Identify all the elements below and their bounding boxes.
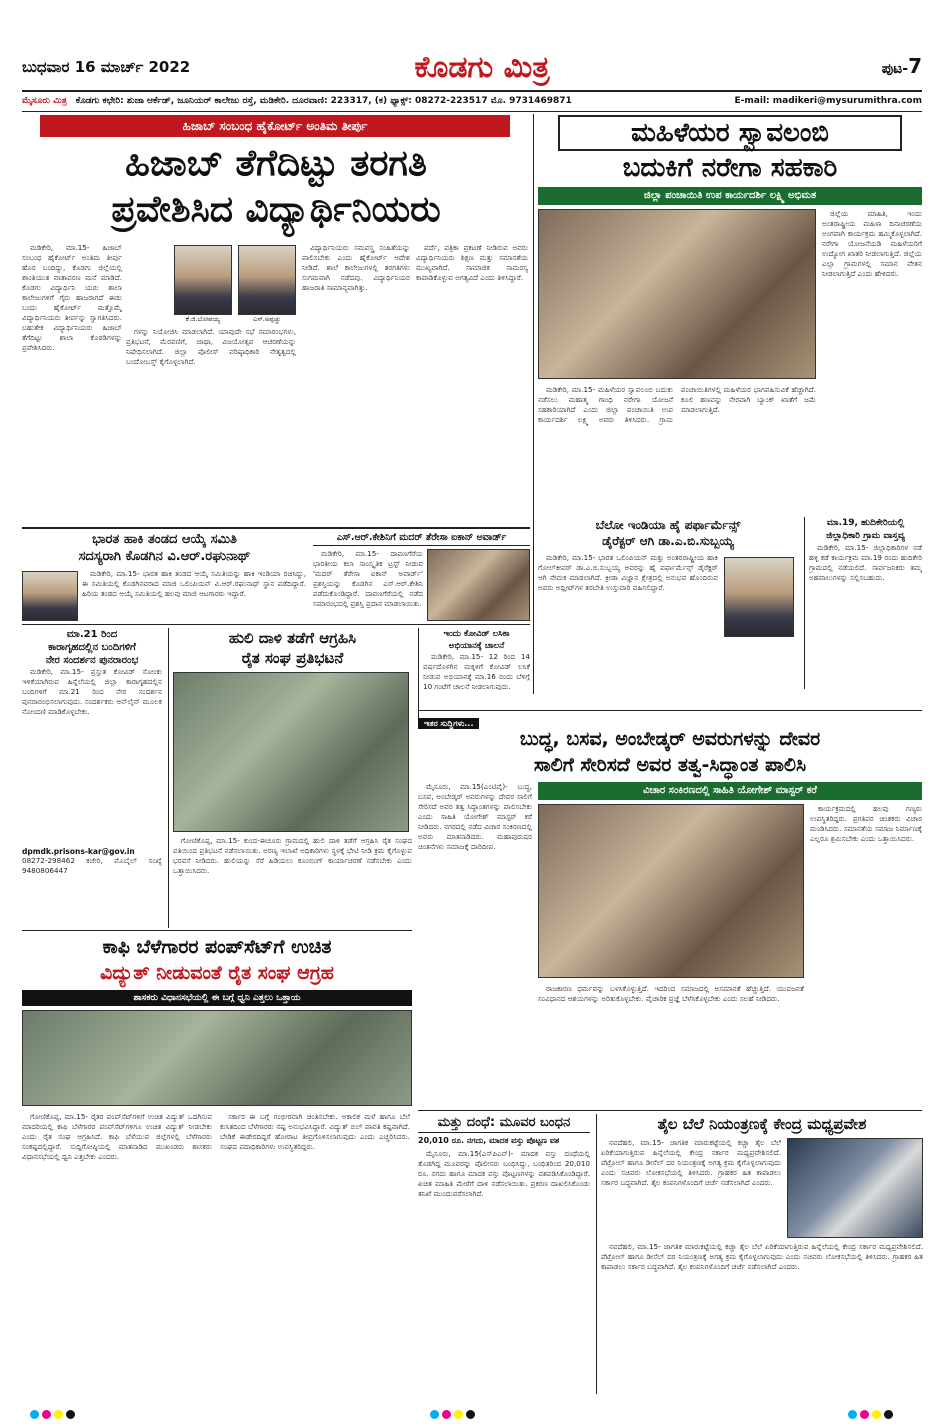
color-registration-right xyxy=(848,1404,896,1423)
buddha-story xyxy=(418,726,922,1106)
page-prefix: ಪುಟ- xyxy=(881,61,909,77)
jail-contact: 08272-298462 ಕಚೇರಿ, ಮೊಬೈಲ್ ಸಂಖ್ಯೆ 9480806447 xyxy=(22,856,162,875)
hockey-headline-1: ಭಾರತ ಹಾಕಿ ತಂಡದ ಆಯ್ಕೆ ಸಮಿತಿ xyxy=(92,532,237,547)
buddha-col-3 xyxy=(810,804,922,1104)
subbaiah-photo xyxy=(724,557,794,637)
oil-body-text-2: ನವದೆಹಲಿ, ಮಾ.15- ಜಾಗತಿಕ ಮಾರುಕಟ್ಟೆಯಲ್ಲಿ ಕಚ್ಚಾ ತೈಲ ಬೆಲೆ ಏರಿಕೆಯಾಗುತ್ತಿರುವ ಹಿನ್ನೆಲೆಯಲ್ಲಿ ಕೇಂದ್ರ ಸರ್ಕಾರ ಮಧ್ಯಪ್ರವೇಶಿಸಲಿದೆ. ಪೆಟ್ರೋಲ್ ಹಾಗೂ ಡೀಸೆಲ್ ದರ ನಿಯಂತ್ರಣಕ್ಕೆ ಅಗತ್ಯ ಕ್ರಮ ಕೈಗೊಳ್ಳಲಾಗುವುದು ಎಂದು ಸಚಿವರು ಲೋಕಸಭೆಯಲ್ಲಿ ತಿಳಿಸಿದರು. ಗ್ರಾಹಕರ ಹಿತ ಕಾಪಾಡಲು ಸರ್ಕಾರ ಬದ್ಧವಾಗಿದೆ. ತೈಲ ಕಂಪನಿಗಳೊಂದಿಗೆ ಚರ್ಚೆ ನಡೆಸಲಾಗಿದೆ ಎಂದರು. xyxy=(601,1242,923,1271)
masthead-rule xyxy=(22,90,922,92)
pumpset-photo xyxy=(22,1010,412,1106)
subbaiah-headline-1: ಬೆಲೋ ಇಂಡಿಯಾ ಹೈ ಪರ್ಫಾರ್ಮೆನ್ಸ್ xyxy=(595,518,741,532)
fuel-nozzle-photo xyxy=(787,1138,923,1238)
hijab-story xyxy=(22,115,530,523)
tiger-body xyxy=(173,836,412,932)
tiger-headline-1: ಹುಲಿ ದಾಳಿ ತಡೆಗೆ ಆಗ್ರಹಿಸಿ xyxy=(228,629,357,647)
tiger-body-text: ಗೋಣಿಕೊಪ್ಪ, ಮಾ.15- ಕುಂದ-ಈಚೂರು ಗ್ರಾಮದಲ್ಲಿ ಹುಲಿ ದಾಳಿ ತಡೆಗೆ ಆಗ್ರಹಿಸಿ ರೈತ ಸಂಘದ ವತಿಯಿಂದ ಪ್ರತಿಭಟನೆ ನಡೆಸಲಾಯಿತು. ಅರಣ್ಯ ಇಲಾಖೆ ಅಧಿಕಾರಿಗಳು ಸ್ಥಳಕ್ಕೆ ಭೇಟಿ ನೀಡಿ ಕ್ರಮ ಕೈಗೊಳ್ಳುವ ಭರವಸೆ ನೀಡಿದರು. ಹುಲಿಯನ್ನು ಸೆರೆ ಹಿಡಿಯಲು ಕೂಂಬಿಂಗ್ ಕಾರ್ಯಾಚರಣೆ ನಡೆಸಬೇಕು ಎಂದು ಒತ್ತಾಯಿಸಿದರು. xyxy=(173,836,412,875)
buddha-col-2 xyxy=(538,984,804,1104)
hijab-col-1-text: ಮಡಿಕೇರಿ, ಮಾ.15- ಹಿಜಾಬ್ ಸಂಬಂಧ ಹೈಕೋರ್ಟ್ ಅಂತಿಮ ತೀರ್ಪು ಹೊರ ಬಂದಿದ್ದು, ಕೊಡಗು ಜಿಲ್ಲೆಯಲ್ಲಿ ಶಾಂತಿಯುತ ವಾತಾವರಣ ಮನೆ ಮಾಡಿದೆ. ಕೊಡಗು ವಿದ್ಯಾರ್ಥಿನಿ ಯರು ಶಾಲಾ ಕಾಲೇಜುಗಳಿಗೆ ಗೈರು ಹಾಜರಾಗದೆ ಈಡು ಬಂದು ಹೈಕೋರ್ಟ್ ಮತ್ತೊಮ್ಮೆ ವಿದ್ಯಾರ್ಥಿನಿಯರು ತೀರ್ಪನ್ನು ಸ್ವಾಗತಿಸಿದರು. ಬಹುತೇಕ ವಿದ್ಯಾರ್ಥಿನಿಯರು ಹಿಜಾಬ್ ತೆಗೆದಿಟ್ಟು ಶಾಲಾ ಕೊಠಡಿಗಳನ್ನು ಪ್ರವೇಶಿಸಿದರು. xyxy=(22,243,122,352)
bopaiah-photo xyxy=(174,245,232,315)
tiger-headline-2: ರೈತ ಸಂಘ ಪ್ರತಿಭಟನೆ xyxy=(241,649,344,667)
hijab-headline-1: ಹಿಜಾಬ್ ತೆಗೆದಿಟ್ಟು ತರಗತಿ xyxy=(125,142,427,184)
subbaiah-story xyxy=(538,517,798,689)
hijab-headline-2: ಪ್ರವೇಶಿಸಿದ ವಿದ್ಯಾರ್ಥಿನಿಯರು xyxy=(111,188,441,230)
color-registration-center xyxy=(430,1404,478,1423)
jail-headline-3: ನೇರ ಸಂದರ್ಶನ ಪುನರಾರಂಭ xyxy=(45,655,139,666)
pumpset-col-2-text: ಸರ್ಕಾರ ಈ ಬಗ್ಗೆ ಗಂಭೀರವಾಗಿ ಚಿಂತಿಸಬೇಕು. ಅಕಾಲಿಕ ಮಳೆ ಹಾಗೂ ಬೆಲೆ ಕುಸಿತದಿಂದ ಬೆಳೆಗಾರರು ನಷ್ಟ ಅನುಭವಿಸಿದ್ದಾರೆ. ವಿದ್ಯುತ್ ಬಿಲ್ ಪಾವತಿ ಕಷ್ಟವಾಗಿದೆ. ಬೇಡಿಕೆ ಈಡೇರದಿದ್ದರೆ ಹೋರಾಟ ತೀವ್ರಗೊಳಿಸಲಾಗುವುದು ಎಂದು ಎಚ್ಚರಿಸಿದರು. ಸಂಘದ ಪದಾಧಿಕಾರಿಗಳು ಉಪಸ್ಥಿತರಿದ್ದರು. xyxy=(220,1112,410,1151)
jail-body-text: ಮಡಿಕೇರಿ, ಮಾ.15- ಪ್ರಸ್ತುತ ಕೋವಿಡ್ ಸೋಂಕು ಇಳಿಕೆಯಾಗಿರುವ ಹಿನ್ನೆಲೆಯಲ್ಲಿ ಜಿಲ್ಲಾ ಕಾರಾಗೃಹದಲ್ಲಿನ ಬಂದಿಗಳಿಗೆ ಮಾ.21 ರಿಂದ ನೇರ ಸಂದರ್ಶನ ಪುನರಾರಂಭಿಸಲಾಗುವುದು. ಸಂದರ್ಶಕರು ಆನ್‌ಲೈನ್ ಮೂಲಕ ನೋಂದಣಿ ಮಾಡಿಕೊಳ್ಳಬೇಕು. xyxy=(22,667,162,716)
women-side-col xyxy=(822,209,922,509)
covid-story xyxy=(418,628,530,718)
row3-rule xyxy=(22,624,530,625)
village-headline-1: ಮಾ.19, ಹುದಿಕೇರಿಯಲ್ಲಿ xyxy=(826,518,905,528)
pumpset-strap: ಶಾಸಕರು ವಿಧಾನಸಭೆಯಲ್ಲಿ ಈ ಬಗ್ಗೆ ಧ್ವನಿ ಎತ್ತಲು ಒತ್ತಾಯ xyxy=(22,990,412,1006)
subbaiah-body xyxy=(538,553,718,689)
color-registration-left xyxy=(30,1404,78,1423)
page-num: 7 xyxy=(908,54,922,78)
page-number xyxy=(882,54,922,78)
village-story xyxy=(804,517,922,689)
oil-body-bottom xyxy=(601,1242,923,1392)
jail-story xyxy=(22,628,162,924)
buddha-headline-1: ಬುದ್ಧ, ಬಸವ, ಅಂಬೇಡ್ಕರ್ ಅವರುಗಳನ್ನು ದೇವರ xyxy=(519,728,821,750)
appachu-photo xyxy=(238,245,296,315)
oil-body-top xyxy=(601,1138,781,1238)
bopaiah-caption: ಕೆ.ಜಿ.ಬೋಪಯ್ಯ xyxy=(174,315,232,324)
masthead xyxy=(22,50,922,92)
subbaiah-headline-2: ಡೈರೆಕ್ಟರ್ ಆಗಿ ಡಾ.ಎ.ಬಿ.ಸುಬ್ಬಯ್ಯ xyxy=(602,534,734,548)
women-headline-2: ಬದುಕಿಗೆ ನರೇಗಾ ಸಹಕಾರಿ xyxy=(622,153,838,183)
subbaiah-body-text: ಮಡಿಕೇರಿ, ಮಾ.15- ಭಾರತ ಒಲಿಂಪಿಯನ್ ಮತ್ತು ಅಂತರರಾಷ್ಟ್ರೀಯ ಹಾಕಿ ಗೋಲ್‌ಕೀಪರ್ ಡಾ.ಎ.ಬಿ.ಸುಬ್ಬಯ್ಯ ಅವರನ್ನು ಹೈ ಪರ್ಫಾರ್ಮೆನ್ಸ್ ಡೈರೆಕ್ಟರ್ ಆಗಿ ನೇಮಕ ಮಾಡಲಾಗಿದೆ. ಕ್ರೀಡಾ ವಿಜ್ಞಾನ ಕ್ಷೇತ್ರದಲ್ಲಿ ಅನುಭವ ಹೊಂದಿರುವ ಅವರು ಅಥ್ಲೀಟ್‌ಗಳ ತರಬೇತಿ ಉಸ್ತುವಾರಿ ವಹಿಸಲಿದ್ದಾರೆ. xyxy=(538,553,718,592)
hijab-col-2-text: ಗಳನ್ನು ನಿಯೋಜಿಸಿ ಮಾಡಲಾಗಿದೆ. ಯಾವುದೇ ಸಭೆ ಸಮಾರಂಭಗಳು, ಪ್ರತಿಭಟನೆ, ಮೆರವಣಿಗೆ, ಜಾಥಾ, ವಿಜಯೋತ್ಸವ ಆಚರಣೆಯನ್ನು ನಿಷೇಧಿಸಲಾಗಿದೆ. ಜಿಲ್ಲಾ ಪೊಲೀಸ್ ವರಿಷ್ಠಾಧಿಕಾರಿ ನೇತೃತ್ವದಲ್ಲಿ ಬಂದೋಬಸ್ತ್ ಕೈಗೊಳ್ಳಲಾಗಿದೆ. xyxy=(126,327,296,366)
covid-body xyxy=(423,652,530,714)
other-news-label xyxy=(418,710,922,728)
buddha-headline-2: ಸಾಲಿಗೆ ಸೇರಿಸದೆ ಅವರ ತತ್ವ-ಸಿದ್ಧಾಂತ ಪಾಲಿಸಿ xyxy=(533,754,807,776)
pumpset-rule xyxy=(22,930,412,931)
women-side-text: ಜಿಲ್ಲೆಯ ಮಾಹಿತಿ, ಇಂದು ಅಂತರಾಷ್ಟ್ರೀಯ ಮಹಿಳಾ ದಿನಾಚರಣೆಯ ಅಂಗವಾಗಿ ಕಾರ್ಯಕ್ರಮ ಹಮ್ಮಿಕೊಳ್ಳಲಾಗಿದೆ. ನರೇಗಾ ಯೋಜನೆಯಡಿ ಮಹಿಳೆಯರಿಗೆ ಉದ್ಯೋಗ ಖಾತರಿ ನೀಡಲಾಗುತ್ತಿದೆ. ಜಿಲ್ಲೆಯ ಎಲ್ಲಾ ಗ್ರಾಮಗಳಲ್ಲಿ ಸಮಾನ ವೇತನ ನೀಡಲಾಗುತ್ತಿದೆ ಎಂದು ಹೇಳಿದರು. xyxy=(822,209,922,278)
women-body-text: ಮಡಿಕೇರಿ, ಮಾ.15- ಮಹಿಳೆಯರ ಸ್ವಾವಲಂಬಿ ಬದುಕು ನಡೆಸಲು ಮಹಾತ್ಮ ಗಾಂಧಿ ನರೇಗಾ ಯೋಜನೆ ಸಹಕಾರಿಯಾಗಿದೆ ಎಂದು ಜಿಲ್ಲಾ ಪಂಚಾಯಿತಿ ಉಪ ಕಾರ್ಯದರ್ಶಿ ಲಕ್ಷ್ಮಿ ಅವರು ತಿಳಿಸಿದರು. ಗ್ರಾಮ ಪಂಚಾಯಿತಿಗಳಲ್ಲಿ ಮಹಿಳೆಯರ ಭಾಗವಹಿಸುವಿಕೆ ಹೆಚ್ಚಾಗಿದೆ. ಕೂಲಿ ಹಣವನ್ನು ನೇರವಾಗಿ ಬ್ಯಾಂಕ್ ಖಾತೆಗೆ ಜಮೆ ಮಾಡಲಾಗುತ್ತಿದೆ. xyxy=(538,385,816,424)
pumpset-col-2 xyxy=(220,1112,410,1392)
hockey-body-text: ಮಡಿಕೇರಿ, ಮಾ.15- ಭಾರತ ಹಾಕಿ ತಂಡದ ಆಯ್ಕೆ ಸಮಿತಿಯನ್ನು ಹಾಕಿ ಇಂಡಿಯಾ ರಚಿಸಿದ್ದು, ಈ ಸಮಿತಿಯಲ್ಲಿ ಕೊಡಗಿನವರಾದ ಮಾಜಿ ಒಲಿಂಪಿಯನ್ ವಿ.ಆರ್.ರಘುನಾಥ್ ಸ್ಥಾನ ಪಡೆದಿದ್ದಾರೆ. ಹಿರಿಯ ತಂಡದ ಆಯ್ಕೆ ಸಮಿತಿಯಲ್ಲಿ ಹಲವು ಮಾಜಿ ಆಟಗಾರರು ಇದ್ದಾರೆ. xyxy=(82,569,306,598)
women-story xyxy=(538,115,922,513)
pumpset-headline-1: ಕಾಫಿ ಬೆಳೆಗಾರರ ಪಂಪ್‌ಸೆಟ್‌ಗೆ ಉಚಿತ xyxy=(102,936,332,958)
women-headline-1: ಮಹಿಳೆಯರ ಸ್ವಾವಲಂಬಿ xyxy=(558,115,902,151)
hijab-col-3-text: ವಿದ್ಯಾರ್ಥಿನಿಯರು ಸಮವಸ್ತ್ರ ಸಂಹಿತೆಯನ್ನು ಪಾಲಿಸಬೇಕು ಎಂದು ಹೈಕೋರ್ಟ್ ಆದೇಶ ನೀಡಿದೆ. ಶಾಲೆ ಕಾಲೇಜುಗಳಲ್ಲಿ ತರಗತಿಗಳು ಸುಗಮವಾಗಿ ನಡೆದವು. ವಿದ್ಯಾರ್ಥಿನಿಯರ ಹಾಜರಾತಿ ಸಾಮಾನ್ಯವಾಗಿತ್ತು. xyxy=(302,243,410,292)
appachu-caption: ಎಸ್.ಅಪ್ಪಚ್ಚು xyxy=(238,315,296,324)
women-event-photo xyxy=(538,209,816,379)
tiger-story xyxy=(168,628,412,928)
drugs-body xyxy=(418,1149,590,1397)
hijab-col-4-text: ಪರ್ದೆ, ಪತ್ರಿಕಾ ಪ್ರಕಟಣೆ ನೀಡಿರುವ ಅವರು ವಿದ್ಯಾರ್ಥಿನಿಯರು ಶಿಕ್ಷಣ ಮತ್ತು ಸಮಾನತೆಯ ಮುಖ್ಯವಾಗಿದೆ. ಸಾಮಾಜಿಕ ಸಾಮರಸ್ಯ ಕಾಪಾಡಿಕೊಳ್ಳುವ ಅಗತ್ಯವಿದೆ ಎಂದು ತಿಳಿಸಿದ್ದಾರೆ. xyxy=(416,243,528,282)
newspaper-title: ಕೊಡಗು ಮಿತ್ರ xyxy=(414,50,550,85)
oil-headline: ತೈಲ ಬೆಲೆ ನಿಯಂತ್ರಣಕ್ಕೆ ಕೇಂದ್ರ ಮಧ್ಯಪ್ರವೇಶ xyxy=(657,1115,867,1133)
hijab-col-3 xyxy=(302,243,410,523)
pumpset-col-1 xyxy=(22,1112,212,1392)
drugs-subhead: 20,010 ರೂ. ನಗದು, ಮಾದಕ ವಸ್ತು ಪೊಟ್ಟಣ ವಶ xyxy=(418,1136,560,1145)
pumpset-story xyxy=(22,934,412,1394)
jail-email-link[interactable]: dpmdk.prisons-kar@gov.in xyxy=(22,847,135,856)
award-headline: ಎಸ್.ಆರ್.ಕೇಶಿನಿಗೆ ಮದರ್ ತೆರೇಸಾ ಐಕಾನ್ ಅವಾರ್ಡ್ xyxy=(313,531,530,546)
jail-body xyxy=(22,667,162,847)
buddha-strap: ವಿಚಾರ ಸಂಕಿರಣದಲ್ಲಿ ಸಾಹಿತಿ ಯೋಗೇಶ್ ಮಾಸ್ಟರ್ ಕರೆ xyxy=(538,782,922,800)
hijab-col-2 xyxy=(126,327,296,523)
oil-body-text: ನವದೆಹಲಿ, ಮಾ.15- ಜಾಗತಿಕ ಮಾರುಕಟ್ಟೆಯಲ್ಲಿ ಕಚ್ಚಾ ತೈಲ ಬೆಲೆ ಏರಿಕೆಯಾಗುತ್ತಿರುವ ಹಿನ್ನೆಲೆಯಲ್ಲಿ ಕೇಂದ್ರ ಸರ್ಕಾರ ಮಧ್ಯಪ್ರವೇಶಿಸಲಿದೆ. ಪೆಟ್ರೋಲ್ ಹಾಗೂ ಡೀಸೆಲ್ ದರ ನಿಯಂತ್ರಣಕ್ಕೆ ಅಗತ್ಯ ಕ್ರಮ ಕೈಗೊಳ್ಳಲಾಗುವುದು ಎಂದು ಸಚಿವರು ಲೋಕಸಭೆಯಲ್ಲಿ ತಿಳಿಸಿದರು. ಗ್ರಾಹಕರ ಹಿತ ಕಾಪಾಡಲು ಸರ್ಕಾರ ಬದ್ಧವಾಗಿದೆ. ತೈಲ ಕಂಪನಿಗಳೊಂದಿಗೆ ಚರ್ಚೆ ನಡೆಸಲಾಗಿದೆ ಎಂದರು. xyxy=(601,1138,781,1187)
vertical-divider xyxy=(533,114,534,694)
hijab-col-4 xyxy=(416,243,528,523)
covid-headline-2: ಅಭಿಯಾನಕ್ಕೆ ಚಾಲನೆ xyxy=(448,641,505,651)
pumpset-col-1-text: ಗೋಣಿಕೊಪ್ಪ, ಮಾ.15- ರೈತರ ಪಂಪ್‌ಸೆಟ್‌ಗಳಿಗೆ ಉಚಿತ ವಿದ್ಯುತ್ ಒದಗಿಸುವ ಮಾದರಿಯಲ್ಲಿ ಕಾಫಿ ಬೆಳೆಗಾರರ ಪಂಪ್‌ಸೆಟ್‌ಗಳಿಗೂ ಉಚಿತ ವಿದ್ಯುತ್ ನೀಡಬೇಕು ಎಂದು ರೈತ ಸಂಘ ಆಗ್ರಹಿಸಿದೆ. ಕಾಫಿ ಬೆಳೆಯುವ ಜಿಲ್ಲೆಗಳಲ್ಲಿ ಬೆಳೆಗಾರರು ಸಂಕಷ್ಟದಲ್ಲಿದ್ದಾರೆ. ಸುದ್ದಿಗೋಷ್ಠಿಯಲ್ಲಿ ಮಾತನಾಡಿದ ಮುಖಂಡರು ಶಾಸಕರು ವಿಧಾನಸಭೆಯಲ್ಲಿ ಧ್ವನಿ ಎತ್ತಬೇಕು ಎಂದರು. xyxy=(22,1112,212,1161)
covid-headline-1: ಇಂದು ಕೋವಿಡ್ ಲಸಿಕಾ xyxy=(443,629,510,639)
hockey-body xyxy=(82,569,306,621)
hijab-kicker: ಹಿಜಾಬ್ ಸಂಬಂಧ ಹೈಕೋರ್ಟ್ ಅಂತಿಮ ತೀರ್ಪು xyxy=(40,115,510,137)
village-body xyxy=(809,543,922,683)
sub-brand: ಮೈಸೂರು ಮಿತ್ರ xyxy=(22,96,67,106)
village-headline-2: ಜಿಲ್ಲಾಧಿಕಾರಿ ಗ್ರಾಮ ವಾಸ್ತವ್ಯ xyxy=(826,531,905,541)
award-body-text: ಮಡಿಕೇರಿ, ಮಾ.15- ದಾವಣಗೆರೆಯ ಭಾರತೀಯ ಕಲಾ ಸಾಂಸ್ಕೃತಿಕ ಟ್ರಸ್ಟ್ ನೀಡುವ 'ಮದರ್ ತೆರೇಸಾ ಐಕಾನ್ ಅವಾರ್ಡ್' ಪ್ರಶಸ್ತಿಯನ್ನು ಕೊಡಗಿನ ಎಸ್.ಆರ್.ಕೇಶಿನಿ ಪಡೆದುಕೊಂಡಿದ್ದಾರೆ. ದಾವಣಗೆರೆಯಲ್ಲಿ ನಡೆದ ಸಮಾರಂಭದಲ್ಲಿ ಪ್ರಶಸ್ತಿ ಪ್ರದಾನ ಮಾಡಲಾಯಿತು. xyxy=(313,549,423,608)
drugs-body-text: ಮೈಸೂರು, ಮಾ.15(ಎಸ್‌ಪಿಎನ್)- ಮಾದಕ ವಸ್ತು ದಂಧೆಯಲ್ಲಿ ತೊಡಗಿದ್ದ ಮೂವರನ್ನು ಪೊಲೀಸರು ಬಂಧಿಸಿದ್ದು, ಬಂಧಿತರಿಂದ 20,010 ರೂ. ನಗದು ಹಾಗೂ ಮಾದಕ ವಸ್ತು ಪೊಟ್ಟಣಗಳನ್ನು ವಶಪಡಿಸಿಕೊಂಡಿದ್ದಾರೆ. ಖಚಿತ ಮಾಹಿತಿ ಮೇರೆಗೆ ದಾಳಿ ನಡೆಸಲಾಯಿತು. ಪ್ರಕರಣ ದಾಖಲಿಸಿಕೊಂಡು ತನಿಖೆ ಮುಂದುವರೆಸಲಾಗಿದೆ. xyxy=(418,1149,590,1198)
tiger-protest-photo xyxy=(173,672,409,832)
pumpset-headline-2: ವಿದ್ಯುತ್ ನೀಡುವಂತೆ ರೈತ ಸಂಘ ಆಗ್ರಹ xyxy=(100,962,334,984)
women-body xyxy=(538,385,816,513)
drugs-headline: ಮತ್ತು ದಂಧೆ: ಮೂವರ ಬಂಧನ xyxy=(418,1114,590,1133)
covid-body-text: ಮಡಿಕೇರಿ, ಮಾ.15- 12 ರಿಂದ 14 ವರ್ಷದೊಳಗಿನ ಮಕ್ಕಳಿಗೆ ಕೋವಿಡ್ ಲಸಿಕೆ ನೀಡುವ ಅಭಿಯಾನಕ್ಕೆ ಮಾ.16 ರಂದು ಬೆಳಿಗ್ಗೆ 10 ಗಂಟೆಗೆ ಚಾಲನೆ ನೀಡಲಾಗುವುದು. xyxy=(423,652,530,691)
date: ಬುಧವಾರ 16 ಮಾರ್ಚ್ 2022 xyxy=(22,58,191,76)
other-news-text: ಇತರ ಸುದ್ದಿಗಳು... xyxy=(418,718,479,729)
address-rule xyxy=(22,111,922,112)
jail-headline-1: ಮಾ.21 ರಿಂದ xyxy=(66,629,118,640)
office-address: ಕೊಡಗು ಕಛೇರಿ: ಶುಜಾ ಆರ್ಕೆಡ್, ಜೂನಿಯರ್ ಕಾಲೇಜು ರಸ್ತೆ, ಮಡಿಕೇರಿ. ದೂರವಾಣಿ: 223317, (ಕ) ಫ್ಯಾಕ್ಸ್: 08272-223517 ಮೊ. 9731469871 xyxy=(75,96,572,106)
award-story xyxy=(313,531,530,623)
hockey-story xyxy=(22,531,307,621)
award-photo xyxy=(427,549,530,621)
ragunath-photo xyxy=(22,571,78,621)
award-body xyxy=(313,549,423,623)
buddha-col-1-text: ಮೈಸೂರು, ಮಾ.15(ಎಂಟಿವೈ)- ಬುದ್ಧ, ಬಸವ, ಅಂಬೇಡ್ಕರ್ ಅವರುಗಳನ್ನು ದೇವರ ಸಾಲಿಗೆ ಸೇರಿಸದೆ ಅವರ ತತ್ವ ಸಿದ್ಧಾಂತಗಳನ್ನು ಪಾಲಿಸಬೇಕು ಎಂದು ಸಾಹಿತಿ ಯೋಗೇಶ್ ಮಾಸ್ಟರ್ ಕರೆ ನೀಡಿದರು. ನಗರದಲ್ಲಿ ನಡೆದ ವಿಚಾರ ಸಂಕಿರಣದಲ್ಲಿ ಅವರು ಮಾತನಾಡಿದರು. ಮಹಾಪುರುಷರ ಚಿಂತನೆಗಳು ಸಮಾಜಕ್ಕೆ ದಾರಿದೀಪ. xyxy=(418,782,532,851)
women-strap: ಜಿಲ್ಲಾ ಪಂಚಾಯಿತಿ ಉಪ ಕಾರ್ಯದರ್ಶಿ ಲಕ್ಷ್ಮಿ ಅಭಿಮತ xyxy=(538,187,922,205)
buddha-col-2-text: ರಾಜಕಾರಣ ಧರ್ಮವನ್ನು ಬಳಸಿಕೊಳ್ಳುತ್ತಿದೆ. ಇದರಿಂದ ಸಮಾಜದಲ್ಲಿ ಅಸಮಾನತೆ ಹೆಚ್ಚುತ್ತಿದೆ. ಯುವಜನತೆ ಸಂವಿಧಾನದ ಆಶಯಗಳನ್ನು ಅರಿತುಕೊಳ್ಳಬೇಕು. ವೈಚಾರಿಕ ಪ್ರಜ್ಞೆ ಬೆಳೆಸಿಕೊಳ್ಳಬೇಕು ಎಂದು ಸಲಹೆ ನೀಡಿದರು. xyxy=(538,984,804,1003)
village-body-text: ಮಡಿಕೇರಿ, ಮಾ.15- ಜಿಲ್ಲಾಧಿಕಾರಿಗಳ ನಡೆ ಹಳ್ಳಿ ಕಡೆ ಕಾರ್ಯಕ್ರಮ ಮಾ.19 ರಂದು ಹುದಿಕೇರಿ ಗ್ರಾಮದಲ್ಲಿ ನಡೆಯಲಿದೆ. ಸಾರ್ವಜನಿಕರು ತಮ್ಮ ಅಹವಾಲುಗಳನ್ನು ಸಲ್ಲಿಸಬಹುದು. xyxy=(809,543,922,582)
row2-rule xyxy=(22,527,530,529)
jail-headline-2: ಕಾರಾಗೃಹದಲ್ಲಿನ ಬಂದಿಗಳಿಗೆ xyxy=(48,642,136,653)
buddha-col-3-text: ಕಾರ್ಯಕ್ರಮದಲ್ಲಿ ಹಲವು ಗಣ್ಯರು ಉಪಸ್ಥಿತರಿದ್ದರು. ಪ್ರಗತಿಪರ ಚಿಂತಕರು ವಿಚಾರ ಮಂಡಿಸಿದರು. ಸಮಾನತೆಯ ಸಮಾಜ ನಿರ್ಮಾಣಕ್ಕೆ ಎಲ್ಲರೂ ಶ್ರಮಿಸಬೇಕು ಎಂದು ಒತ್ತಾಯಿಸಿದರು. xyxy=(810,804,922,843)
buddha-event-photo xyxy=(538,804,804,978)
hockey-headline-2: ಸದಸ್ಯರಾಗಿ ಕೊಡಗಿನ ವಿ.ಆರ್.ರಘುನಾಥ್ xyxy=(78,549,251,564)
drugs-rule xyxy=(418,1110,922,1111)
address-bar xyxy=(22,93,922,110)
oil-story xyxy=(596,1114,922,1394)
email-address: E-mail: madikeri@mysurumithra.com xyxy=(731,93,922,110)
hijab-col-1 xyxy=(22,243,122,523)
buddha-col-1 xyxy=(418,782,532,1102)
drugs-story xyxy=(418,1114,590,1394)
